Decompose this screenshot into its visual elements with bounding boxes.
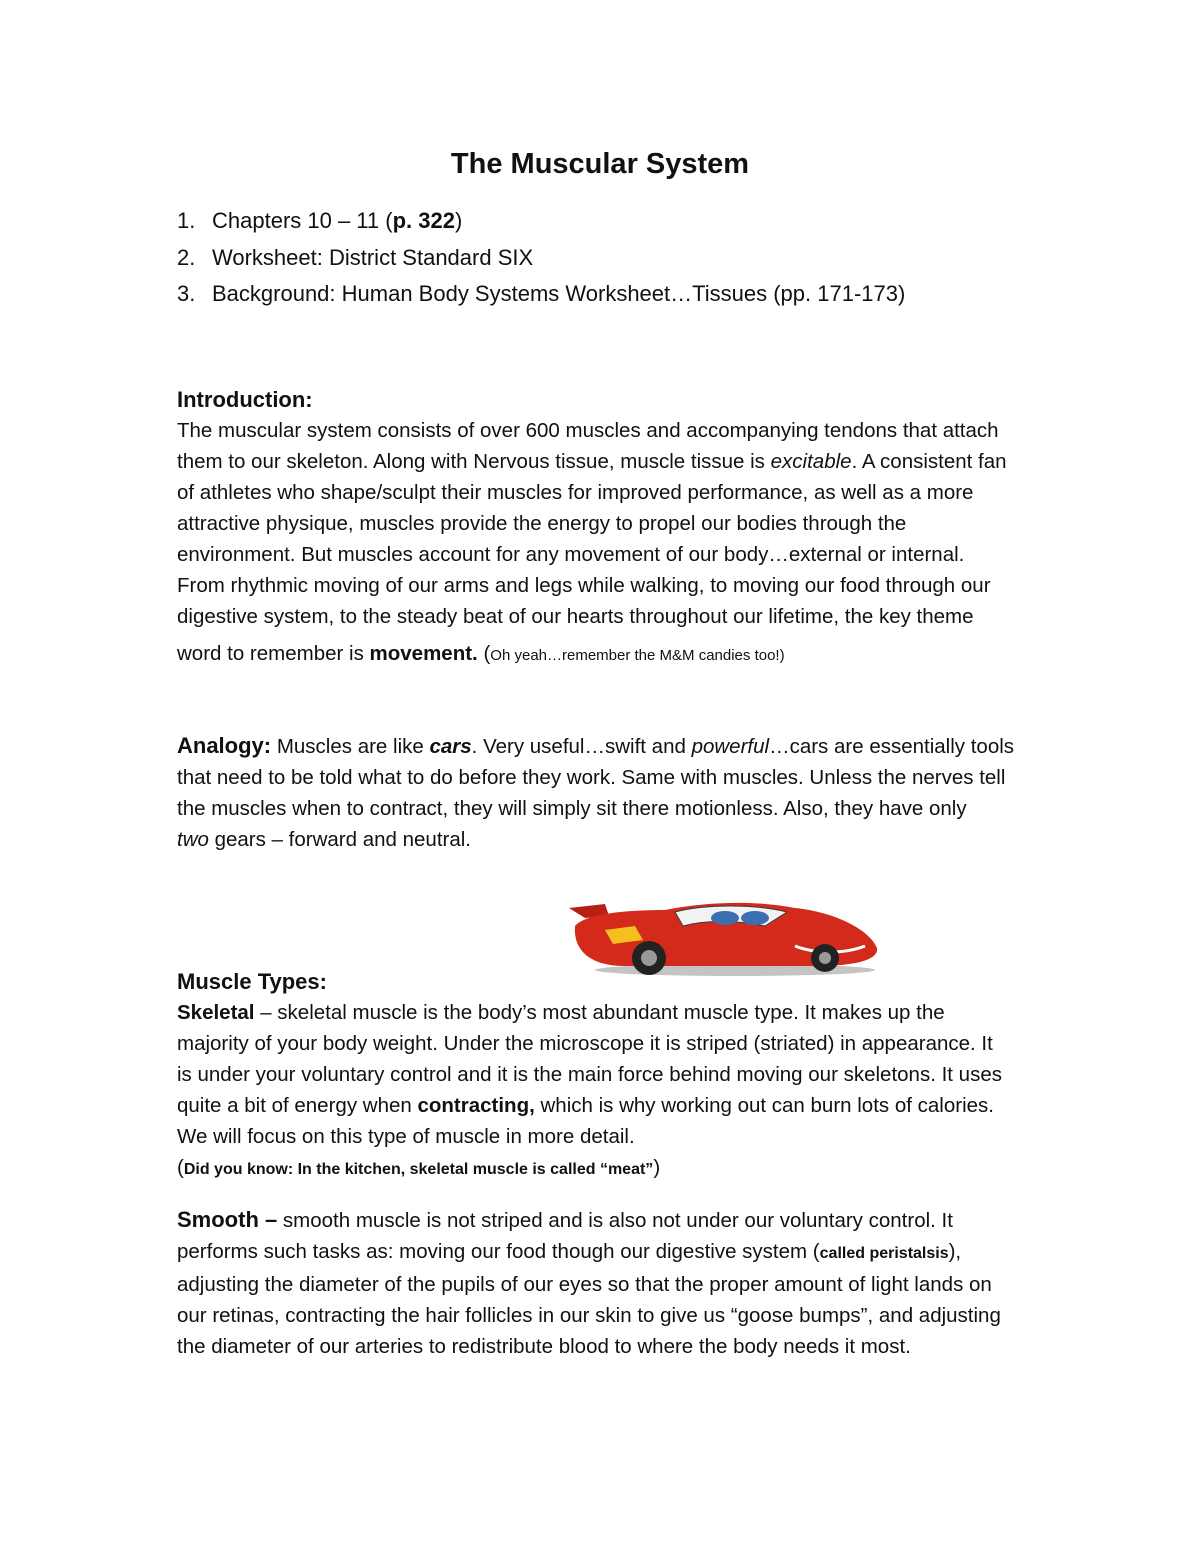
paragraph-line: environment. But muscles account for any movement of our body…external or internal. <box>177 543 965 566</box>
paragraph-line: our retinas, contracting the hair follicles in our skin to give us “goose bumps”, and adjusting <box>177 1304 1001 1327</box>
analogy-heading: Analogy: <box>177 733 272 758</box>
paragraph-line: digestive system, to the steady beat of our hearts throughout our lifetime, the key theme <box>177 605 974 628</box>
smooth-heading: Smooth – <box>177 1207 278 1232</box>
paragraph-line: Smooth – smooth muscle is not striped and is also not under our voluntary control. It <box>177 1207 953 1232</box>
paragraph-line: the muscles when to contract, they will simply sit there motionless. Also, they have only <box>177 797 967 820</box>
introduction-section <box>177 384 1067 671</box>
paragraph-line: Analogy: Muscles are like cars. Very useful…swift and powerful…cars are essentially tools <box>177 733 1015 758</box>
paragraph-line: The muscular system consists of over 600 muscles and accompanying tendons that attach <box>177 419 999 442</box>
paragraph-line: of athletes who shape/sculpt their muscles for improved performance, as well as a more <box>177 481 974 504</box>
muscle-types-section <box>177 966 1067 1185</box>
paragraph-line: that need to be told what to do before they work. Same with muscles. Unless the nerves tell <box>177 766 1006 789</box>
paragraph-line: Skeletal – skeletal muscle is the body’s most abundant muscle type. It makes up the <box>177 1001 945 1024</box>
paragraph-line: attractive physique, muscles provide the energy to propel our bodies through the <box>177 512 907 535</box>
paragraph-line: majority of your body weight. Under the microscope it is striped (striated) in appearance. It <box>177 1032 993 1055</box>
analogy-section <box>177 730 1067 855</box>
page-title: The Muscular System <box>450 148 750 180</box>
reading-list <box>177 203 1077 313</box>
paragraph-line: performs such tasks as: moving our food though our digestive system (called peristalsis), <box>177 1240 962 1263</box>
did-you-know-note: (Did you know: In the kitchen, skeletal muscle is called “meat”) <box>177 1156 661 1179</box>
paragraph-line: adjusting the diameter of the pupils of our eyes so that the proper amount of light lands on <box>177 1273 992 1296</box>
muscle-types-heading: Muscle Types: <box>177 969 327 994</box>
paragraph-line: two gears – forward and neutral. <box>177 828 472 851</box>
paragraph-line: them to our skeleton. Along with Nervous tissue, muscle tissue is excitable. A consistent fan <box>177 450 1007 473</box>
paragraph-line: quite a bit of energy when contracting, which is why working out can burn lots of calories. <box>177 1094 994 1117</box>
smooth-muscle-section <box>177 1204 1067 1362</box>
list-item: 3. Background: Human Body Systems Worksheet…Tissues (pp. 171-173) <box>177 281 906 306</box>
list-item: 1. Chapters 10 – 11 (p. 322) <box>177 208 463 233</box>
paragraph-line: We will focus on this type of muscle in more detail. <box>177 1125 635 1148</box>
paragraph-line: the diameter of our arteries to redistribute blood to where the body needs it most. <box>177 1335 911 1358</box>
list-item: 2. Worksheet: District Standard SIX <box>177 244 534 270</box>
paragraph-line: From rhythmic moving of our arms and legs while walking, to moving our food through our <box>177 574 991 597</box>
paragraph-line: word to remember is movement. (Oh yeah…remember the M&M candies too!) <box>177 642 785 665</box>
paragraph-line: is under your voluntary control and it is the main force behind moving our skeletons. It uses <box>177 1063 1002 1086</box>
introduction-heading: Introduction: <box>177 387 313 412</box>
